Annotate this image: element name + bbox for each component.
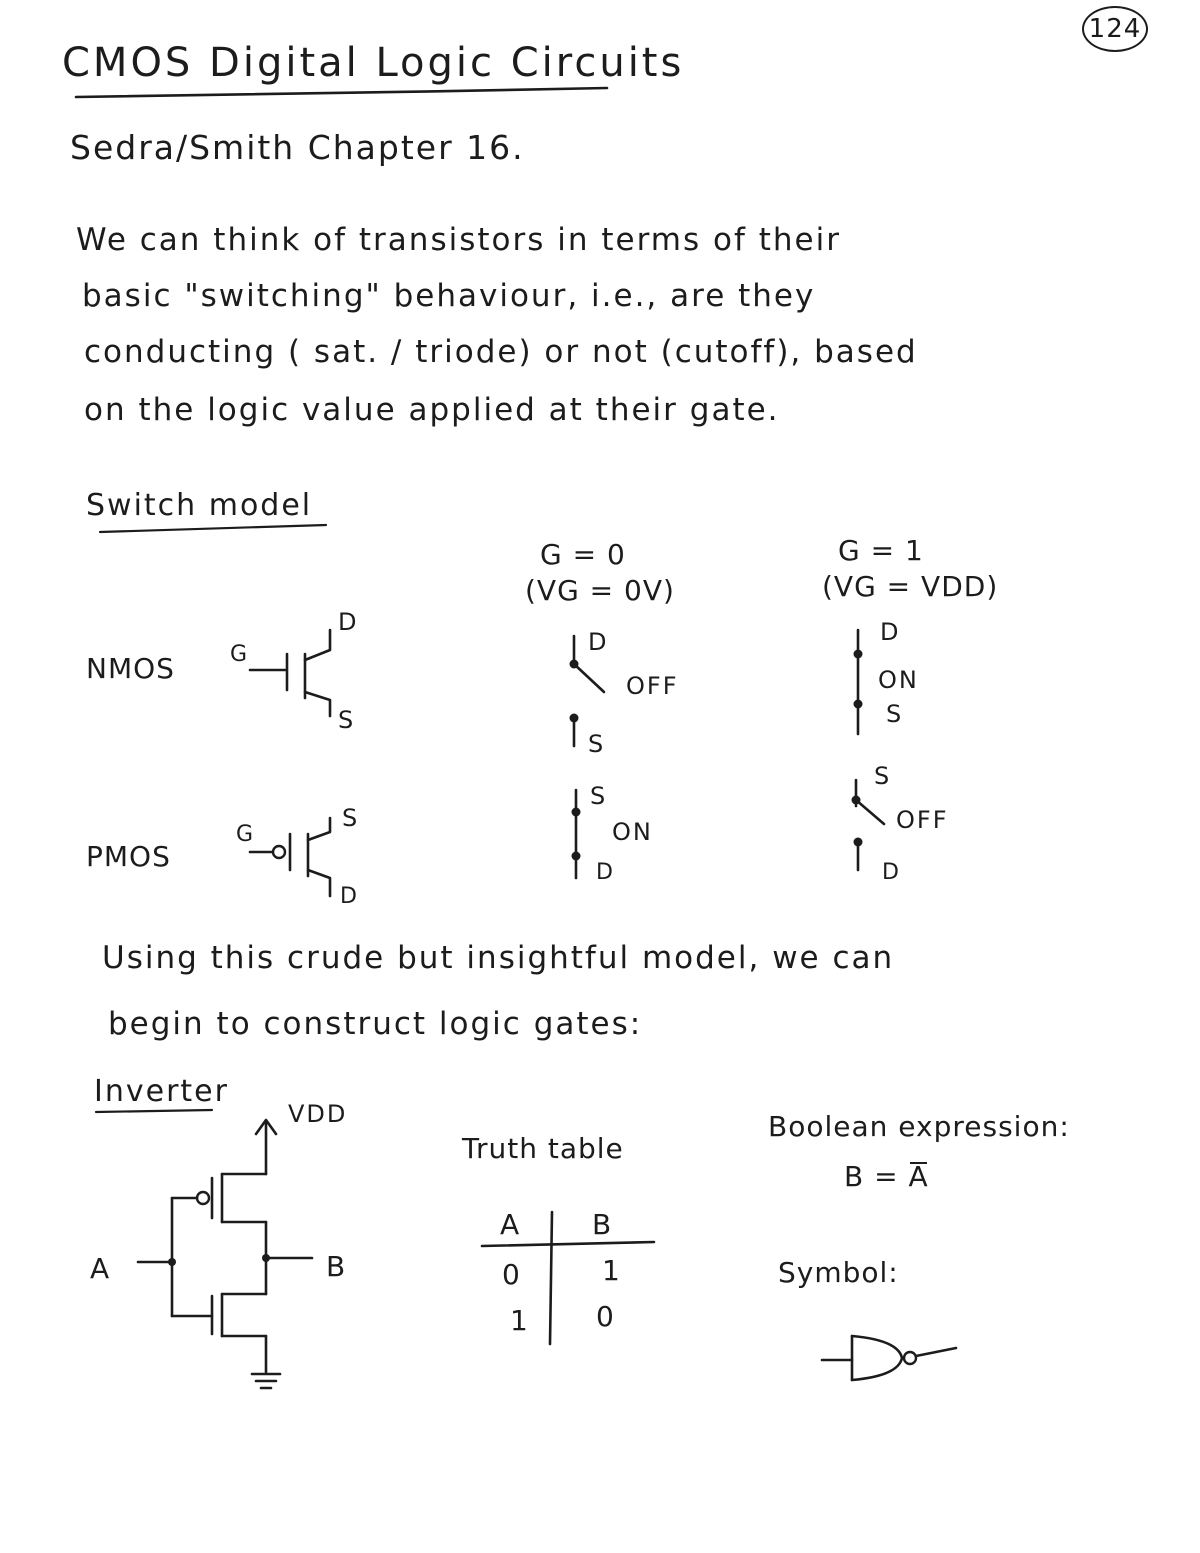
usage-line-2: begin to construct logic gates: xyxy=(108,1006,643,1042)
truth-table-cell: 0 xyxy=(596,1300,615,1333)
inverter-heading: Inverter xyxy=(94,1074,229,1109)
nmos-g1-bottom: S xyxy=(886,700,904,728)
pmos-off-switch xyxy=(852,780,885,870)
boolean-rhs-complement: A xyxy=(908,1160,929,1193)
pmos-source-label: S xyxy=(342,804,360,832)
inverter-output-label: B xyxy=(326,1250,347,1283)
nmos-g0-bottom: S xyxy=(588,730,606,758)
pmos-g1-bottom: D xyxy=(882,860,900,885)
g0-line2: (VG = 0V) xyxy=(525,574,675,607)
nmos-g1-top: D xyxy=(880,618,901,646)
nmos-transistor-symbol xyxy=(250,630,330,716)
truth-table-header-a: A xyxy=(500,1208,521,1241)
truth-table-cell: 1 xyxy=(602,1254,621,1287)
nmos-g1-state: ON xyxy=(878,666,919,694)
inverter-vdd-label: VDD xyxy=(288,1100,348,1128)
pmos-g0-bottom: D xyxy=(596,860,614,885)
inverter-schematic xyxy=(138,1120,312,1388)
pmos-g1-top: S xyxy=(874,762,892,790)
page-title: CMOS Digital Logic Circuits xyxy=(62,40,685,86)
nmos-g0-state: OFF xyxy=(626,672,679,700)
inverter-input-label: A xyxy=(90,1252,111,1285)
intro-line-1: We can think of transistors in terms of their xyxy=(76,222,841,258)
usage-line-1: Using this crude but insightful model, we can xyxy=(102,940,895,976)
g1-line2: (VG = VDD) xyxy=(822,570,999,603)
pmos-transistor-symbol xyxy=(250,818,330,896)
nmos-label: NMOS xyxy=(86,652,175,685)
chapter-reference: Sedra/Smith Chapter 16. xyxy=(70,128,525,167)
g0-line1: G = 0 xyxy=(540,538,626,571)
pmos-label: PMOS xyxy=(86,840,171,873)
pmos-g1-state: OFF xyxy=(896,806,949,834)
boolean-lhs: B = xyxy=(844,1160,899,1193)
nmos-off-switch xyxy=(570,636,605,746)
truth-table-header-b: B xyxy=(592,1208,613,1241)
inverter-underline xyxy=(96,1110,212,1112)
nmos-drain-label: D xyxy=(338,608,359,636)
page-number: 124 xyxy=(1082,6,1148,52)
intro-line-3: conducting ( sat. / triode) or not (cutoff), based xyxy=(84,334,918,370)
nmos-gate-label: G xyxy=(230,642,249,667)
pmos-g0-state: ON xyxy=(612,818,653,846)
nmos-source-label: S xyxy=(338,706,356,734)
switch-model-heading: Switch model xyxy=(86,488,313,523)
pmos-g0-top: S xyxy=(590,782,608,810)
nmos-g0-top: D xyxy=(588,628,609,656)
switch-model-underline xyxy=(100,525,326,532)
title-underline xyxy=(76,88,607,97)
inverter-logic-symbol xyxy=(822,1336,956,1380)
symbol-label: Symbol: xyxy=(778,1256,899,1289)
truth-table-cell: 0 xyxy=(502,1258,521,1291)
truth-table-cell: 1 xyxy=(510,1304,529,1337)
pmos-gate-label: G xyxy=(236,822,255,847)
truth-table-title: Truth table xyxy=(462,1132,624,1165)
intro-line-4: on the logic value applied at their gate. xyxy=(84,392,780,428)
truth-table-grid xyxy=(482,1212,654,1344)
g1-line1: G = 1 xyxy=(838,534,924,567)
nmos-on-switch xyxy=(854,630,863,734)
intro-line-2: basic "switching" behaviour, i.e., are they xyxy=(82,278,816,314)
boolean-expression-label: Boolean expression: xyxy=(768,1110,1070,1143)
pmos-drain-label: D xyxy=(340,884,358,909)
pmos-on-switch xyxy=(572,790,581,878)
